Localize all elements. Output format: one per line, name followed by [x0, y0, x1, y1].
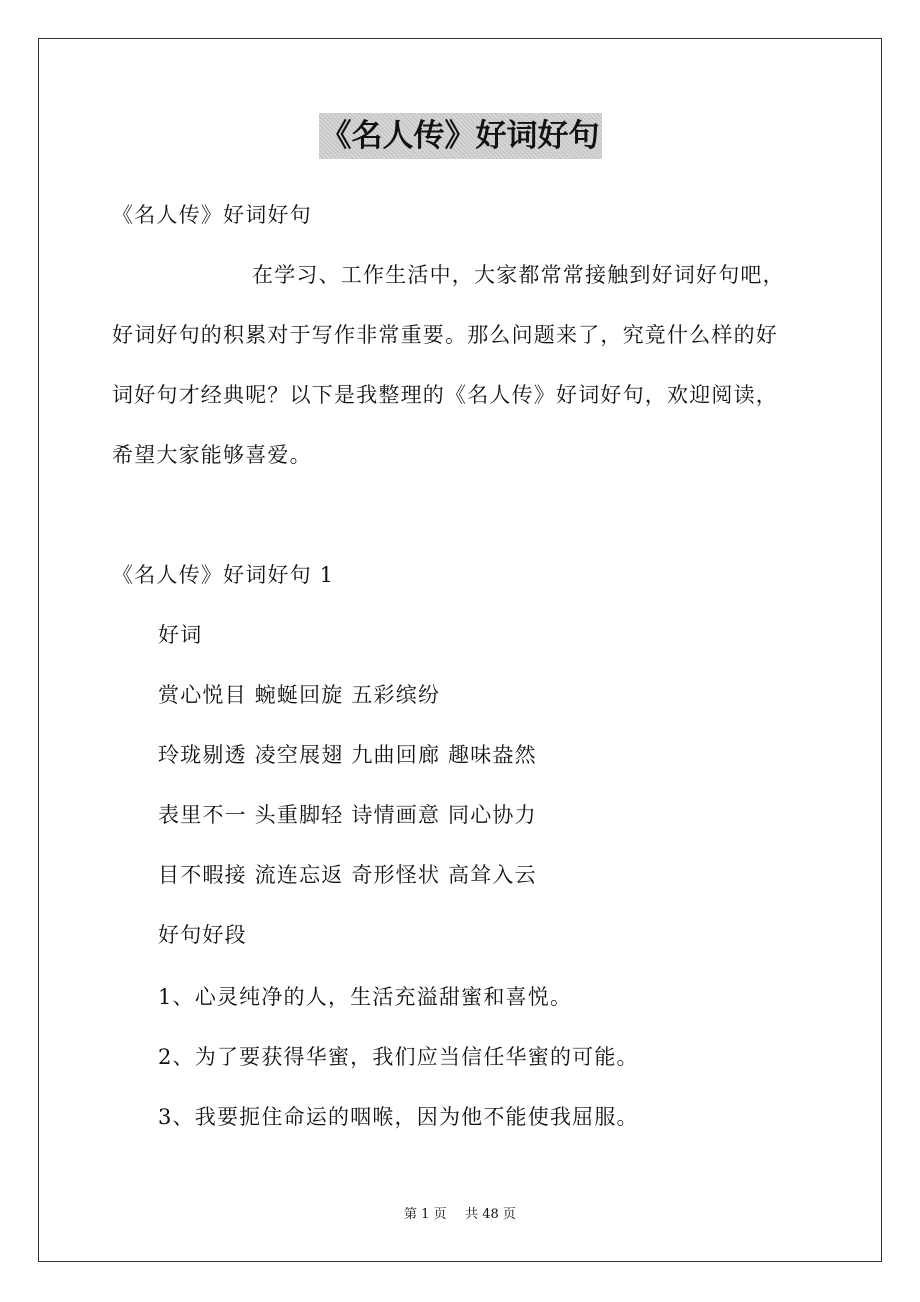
sentence-3: 3、我要扼住命运的咽喉，因为他不能使我屈服。: [158, 1105, 639, 1129]
word-row-3: 表里不一 头重脚轻 诗情画意 同心协力: [158, 803, 537, 827]
page-total: 共 48 页: [465, 1207, 516, 1222]
word-row-1: 赏心悦目 蜿蜒回旋 五彩缤纷: [158, 683, 441, 707]
intro-line-3: 词好句才经典呢？以下是我整理的《名人传》好词好句，欢迎阅读，: [112, 383, 778, 407]
sentences-heading: 好句好段: [158, 923, 247, 947]
intro-line-2: 好词好句的积累对于写作非常重要。那么问题来了，究竟什么样的好: [112, 323, 778, 347]
word-row-2: 玲珑剔透 凌空展翅 九曲回廊 趣味盎然: [158, 743, 537, 767]
title-container: [0, 113, 920, 159]
intro-line-1: 在学习、工作生活中，大家都常常接触到好词好句吧，: [252, 263, 785, 287]
section-heading: 《名人传》好词好句 1: [112, 563, 335, 587]
words-heading: 好词: [158, 623, 203, 647]
sentence-1: 1、心灵纯净的人，生活充溢甜蜜和喜悦。: [158, 985, 573, 1009]
word-row-4: 目不暇接 流连忘返 奇形怪状 高耸入云: [158, 863, 537, 887]
intro-line-4: 希望大家能够喜爱。: [112, 443, 312, 467]
page-number: 第 1 页: [404, 1207, 447, 1222]
document-title: 《名人传》好词好句: [319, 113, 602, 159]
sentence-2: 2、为了要获得华蜜，我们应当信任华蜜的可能。: [158, 1045, 639, 1069]
page-footer: [0, 1206, 920, 1224]
document-subtitle: 《名人传》好词好句: [112, 203, 312, 227]
